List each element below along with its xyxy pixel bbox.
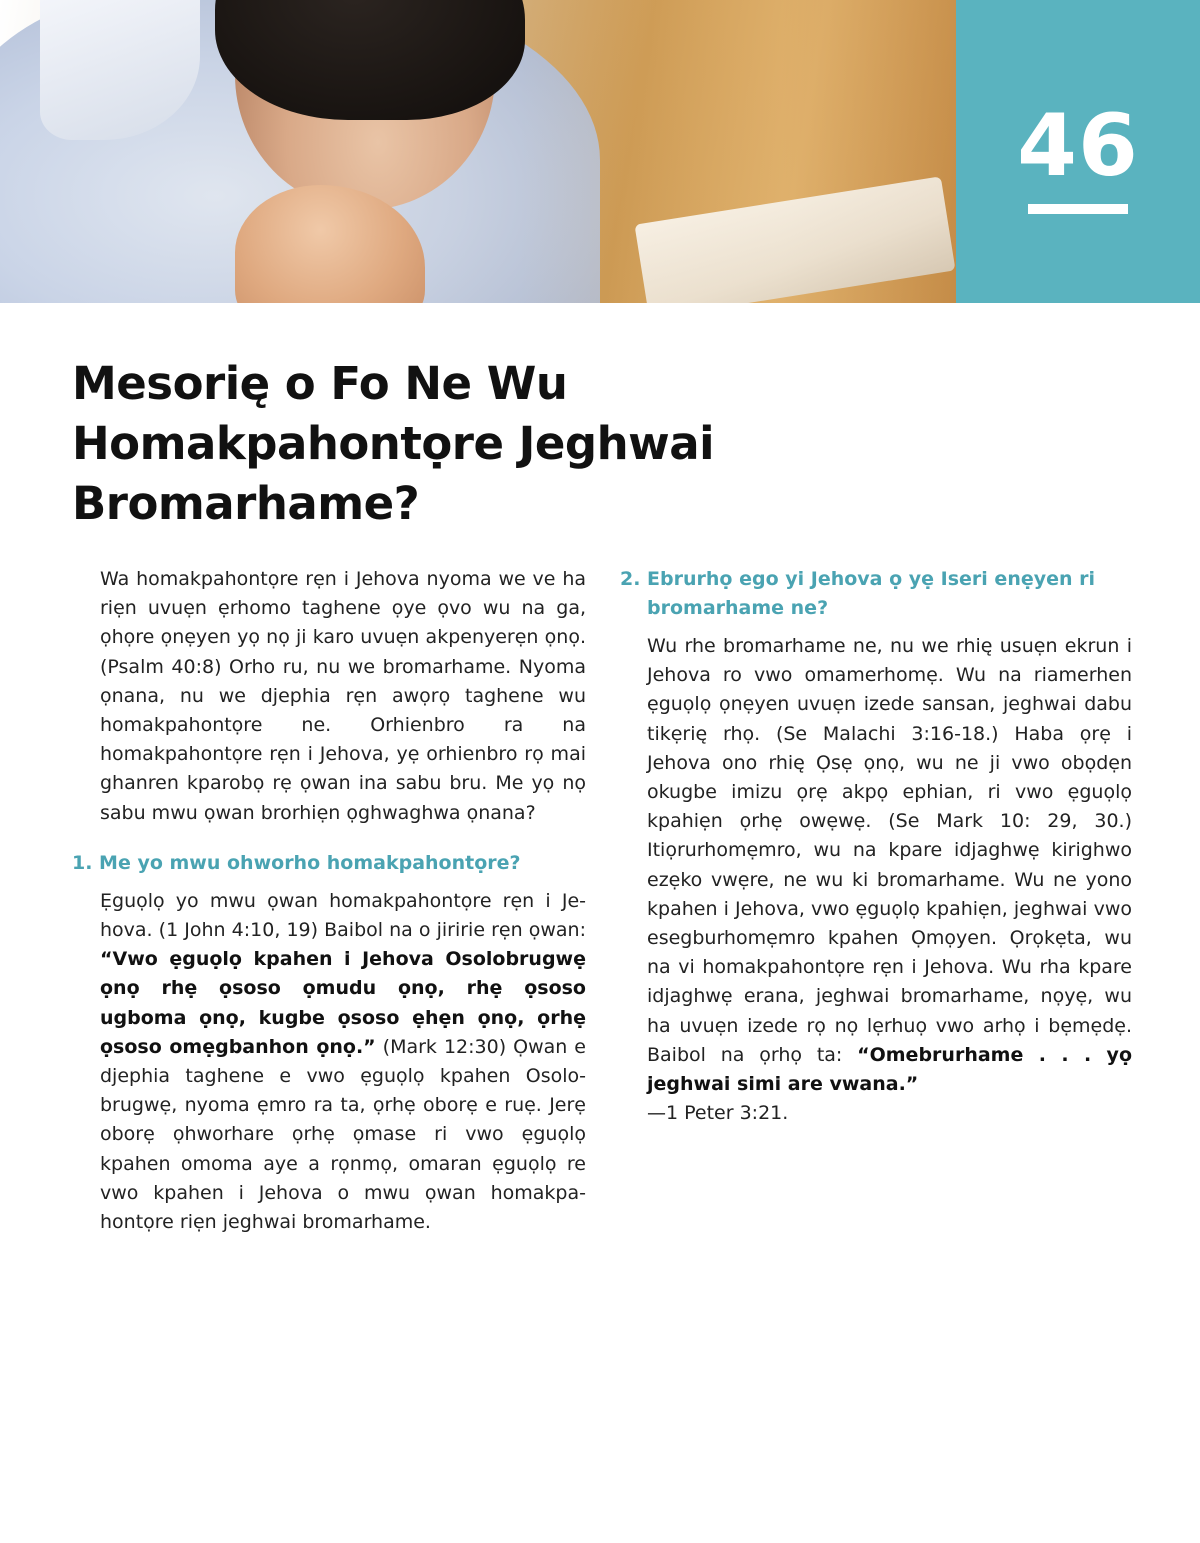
hero-photo <box>0 0 956 303</box>
section-1-answer <box>100 887 586 1237</box>
lesson-number-badge <box>956 0 1200 303</box>
section-2-answer <box>620 632 1132 1128</box>
section-1-text-before: Ẹguọlọ yo mwu ọwan homakpahontọre rẹn i Jehova. (1 John 4:10, 19) Baibol na o jiririe rẹn ọwan: <box>100 889 586 942</box>
right-column <box>620 565 1132 1128</box>
section-2-question: 2. Ebrurhọ ego yi Jehova ọ yẹ Iseri enẹyen ri bromarhame ne? <box>620 568 1096 619</box>
left-column <box>72 565 586 1237</box>
page-title: Mesorię o Fo Ne Wu Homakpahontọre Jeghwai Bromarhame? <box>72 357 715 530</box>
intro-paragraph: Wa homakpahontọre rẹn i Jehova nyoma we ve ha riẹn uvuẹn ẹrhomo taghene ọye ọvo wu na ga, ọhọre ọnẹyen yọ nọ ji karo uvuẹn akpenyerẹn ọnọ. (Psalm 40:8) Orho ru, nu we bromarhame. Nyoma ọnana, nu we djephia rẹn awọrọ taghene wu homakpahontọre ne. Orhienbro ra na homakpahontọre rẹn i Jehova, yẹ orhienbro rọ mai ghanren kparobọ rẹ ọwan ina sabu bru. Me yọ nọ sabu mwu ọwan brorhiẹn ọghwaghwa ọnana? <box>100 568 586 824</box>
section-1-question: 1. Me yo mwu ohworho homakpahontọre? <box>72 851 521 874</box>
section-1-scripture-quote: “Vwo ẹguọlọ kpahen i Jehova Osolobrugwẹ ọnọ rhẹ ọsoso ọmudu ọnọ, rhẹ ọsoso ugboma ọnọ, kugbe ọsoso ẹhẹn ọnọ, ọrhẹ ọsoso omẹgbanhon ọnọ.” <box>100 948 586 1058</box>
section-2-scripture-quote: “Omebrurhame . . . yọ jeghwai simi are vwana.” <box>647 1043 1132 1096</box>
section-2-citation: —1 Peter 3:21. <box>647 1102 789 1125</box>
lesson-number-underline <box>1028 204 1128 214</box>
section-2-text-before: Wu rhe bromarhame ne, nu we rhię usuẹn ekrun i Jehova ro vwo omamerhomẹ. Wu na riamerhen ẹguọlọ ọnẹyen uvuẹn izede sansan, jeghwai dabu tikẹrię rhọ. (Se Malachi 3:16-18.) Haba ọrẹ i Jehova ono rhię Ọsẹ ọnọ, wu ne ji vwo obọdẹn okugbe imizu ọrẹ akpọ ephian, ri vwo ẹguọlọ kpahiẹn ọrhẹ owẹwẹ. (Se Mark 10: 29, 30.) Itiọrurhomẹmro, wu na kpare idjaghwẹ kirighwo ezẹko vwẹre, ne wu ki bromarhame. Wu ne yono kpahen i Jehova, vwo ẹguọlọ kpahiẹn, jeghwai vwo esegburhomẹmro kpahen Ọmọyen. Ọrọkẹta, wu na vi homakpahontọre rẹn i Jehova. Wu rha kpare idjaghwẹ erana, jeghwai bromarhame, nọyẹ, wu ha uvuẹn izede rọ nọ lẹrhuọ vwo arhọ i bẹmẹdẹ. Baibol na ọrhọ ta: <box>647 635 1132 1066</box>
lesson-number: 46 <box>1017 96 1139 196</box>
section-1-text-after: (Mark 12:30) Ọwan e djephia taghene e vwo ẹguọlọ kpahen Osolobrugwẹ, nyoma ẹmro ra ta, ọrhẹ oborẹ e ruẹ. Jerẹ oborẹ ọhworhare ọrhẹ ọmase ri vwo ẹguọlọ kpahen omoma aye a rọnmọ, omaran ẹguọlọ re vwo kpahen i Jehova o mwu ọwan homakpahontọre riẹn jeghwai bromarhame. <box>100 1035 586 1234</box>
